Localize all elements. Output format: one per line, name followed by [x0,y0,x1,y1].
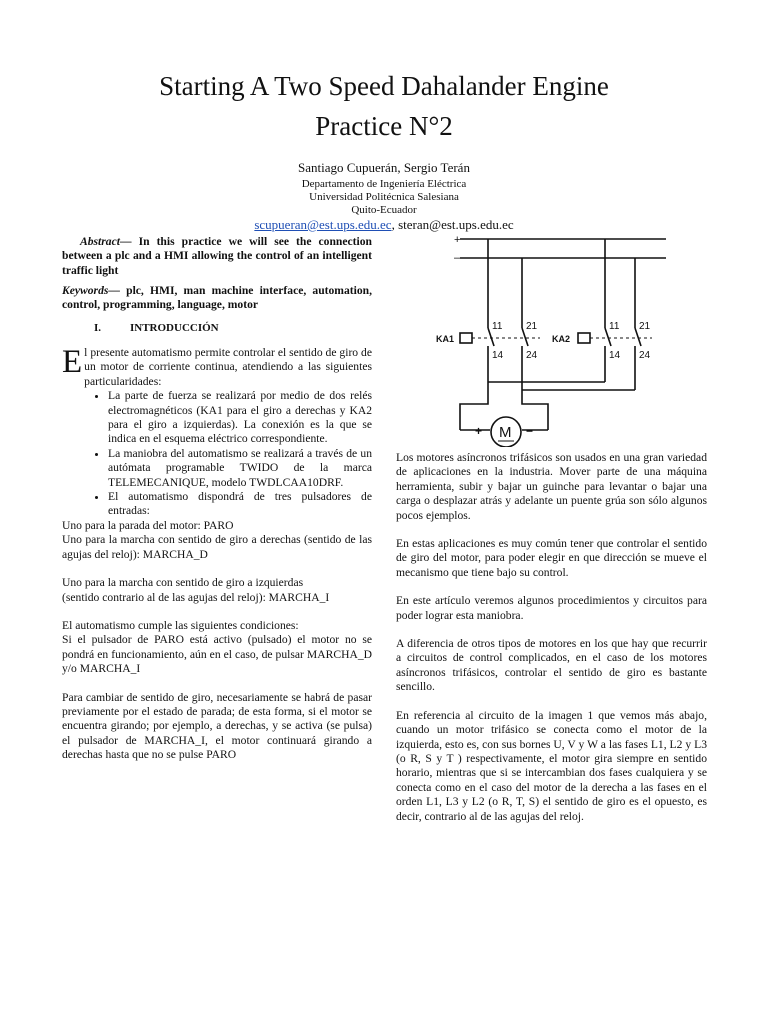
marcha-i-line: Uno para la marcha con sentido de giro a izquierdas [62,576,304,590]
abstract [62,235,372,278]
motor-plus: + [475,424,483,438]
ka1-coil [460,333,472,343]
paragraph: En este artículo veremos algunos procedimientos y circuitos para poder lograr esta maniobra. [396,594,707,622]
section-number: I. [94,322,102,334]
keywords [62,284,372,313]
list-item: • El automatismo dispondrá de tres pulsadores de entradas: [108,490,372,519]
plus-label: + [454,234,461,246]
wire [460,382,488,430]
email-link-1[interactable]: scupueran@est.ups.edu.ec [254,217,392,232]
keywords-label: Keywords— [62,284,120,297]
drop-cap: E [62,344,83,380]
abstract-text: In this practice we will see the connection between a plc and a HMI allowing the control of an intelligent traffic light [62,235,372,277]
conditions-text: Si el pulsador de PARO está activo (pulsado) el motor no se pondrá en funcionamiento, aún en el caso, de pulsar MARCHA_D y/o MARCHA_I [62,633,372,676]
affiliation-department: Departamento de Ingeniería Eléctrica [301,178,467,190]
motor-minus: − [526,424,534,438]
paper-title-line-1: Starting A Two Speed Dahalander Engine [159,71,609,101]
introduction-body [62,346,372,763]
emails [0,217,768,233]
bullet-list [62,389,372,519]
ka2-24: 24 [639,350,651,361]
ka1-24: 24 [526,350,538,361]
paragraph: Los motores asíncronos trifásicos son usados en una gran variedad de aplicaciones en la industria. Mover parte de una máquina herramienta, subir y bajar un guinche para levantar o bajar una carga o desplazar atrás y adelante un puente grúa son sólo algunos pocos ejemplos. [396,451,707,522]
keywords-text: plc, HMI, man machine interface, automation, control, programming, language, motor [62,284,372,312]
paragraph: En referencia al circuito de la imagen 1 que vemos más abajo, cuando un motor trifásico se conecta como el motor de la izquierda, esto es, con sus bornes U, V y W a las fases L1, L2 y L3 (o R, S y T ) respectivamente, el motor gira siempre en sentido horario, mientras que si se intercambian dos fases cualquiera y se conecta como en el caso del motor de la derecha a las fases en el orden L1, L3 y L2 (o R, T, S) el sentido de giro es el opuesto, es decir, contrario al de las agujas del reloj. [396,708,707,823]
minus-label: – [454,252,461,264]
ka1-label: KA1 [436,334,455,344]
conditions-title: El automatismo cumple las siguientes condiciones: [62,618,299,632]
ka1-14: 14 [492,350,504,361]
paragraph: A diferencia de otros tipos de motores en los que hay que recurrir a circuitos de control complicados, en el caso de los motores asíncronos trifásicos, controlar el sentido de giro es bastante sencillo. [396,637,707,694]
circuit-diagram [430,232,670,447]
ka2-11: 11 [609,321,620,332]
ka2-coil [578,333,590,343]
marcha-i-line-2: (sentido contrario al de las agujas del reloj): MARCHA_I [62,590,330,604]
authors: Santiago Cupuerán, Sergio Terán [298,160,470,175]
list-item: • La parte de fuerza se realizará por medio de dos relés electromagnéticos (KA1 para el giro a derechas y KA2 para el giro a izquierdas). La conexión es la que se indica en el esquema eléctrico correspondiente. [108,389,372,447]
affiliation-university: Universidad Politécnica Salesiana [309,191,459,203]
marcha-d-line: Uno para la marcha con sentido de giro a derechas (sentido de las agujas del reloj): MARCHA_D [62,533,372,561]
paro-line: Uno para la parada del motor: PARO [62,518,234,532]
section-title: INTRODUCCIÓN [130,322,219,334]
email-2: steran@est.ups.edu.ec [398,217,514,232]
right-column-body [396,451,707,824]
motor-label: M [499,424,512,441]
ka1-11: 11 [492,321,503,332]
intro-text: l presente automatismo permite controlar el sentido de giro de un motor de corriente continua, atendiendo a las siguientes particularidades: [84,346,372,388]
list-item: • La maniobra del automatismo se realizará a través de un autómata programable TWIDO de la marca TELEMECANIQUE, modelo TWDLCAA10DRF. [108,447,372,490]
paper-title-line-2: Practice N°2 [315,111,453,141]
paragraph: En estas aplicaciones es muy común tener que controlar el sentido de giro del motor, para poder elegir en que dirección se mueve el mecanismo que tiene bajo su control. [396,537,707,579]
ka2-label: KA2 [552,334,571,344]
direction-change-paragraph: Para cambiar de sentido de giro, necesariamente se habrá de pasar previamente por el estado de parada; de esta forma, si el motor se encuentra girando; por ejemplo, a derechas, y se activa (se pulsa) el pulsador de MARCHA_I, el motor continuará girando a derechas hasta que no se pulse PARO [62,690,372,762]
affiliation-city: Quito-Ecuador [351,204,417,216]
section-heading [62,321,372,335]
ka2-14: 14 [609,350,621,361]
ka2-21: 21 [639,321,651,332]
email-separator: , [391,217,399,232]
ka1-21: 21 [526,321,538,332]
abstract-label: Abstract— [80,235,132,248]
